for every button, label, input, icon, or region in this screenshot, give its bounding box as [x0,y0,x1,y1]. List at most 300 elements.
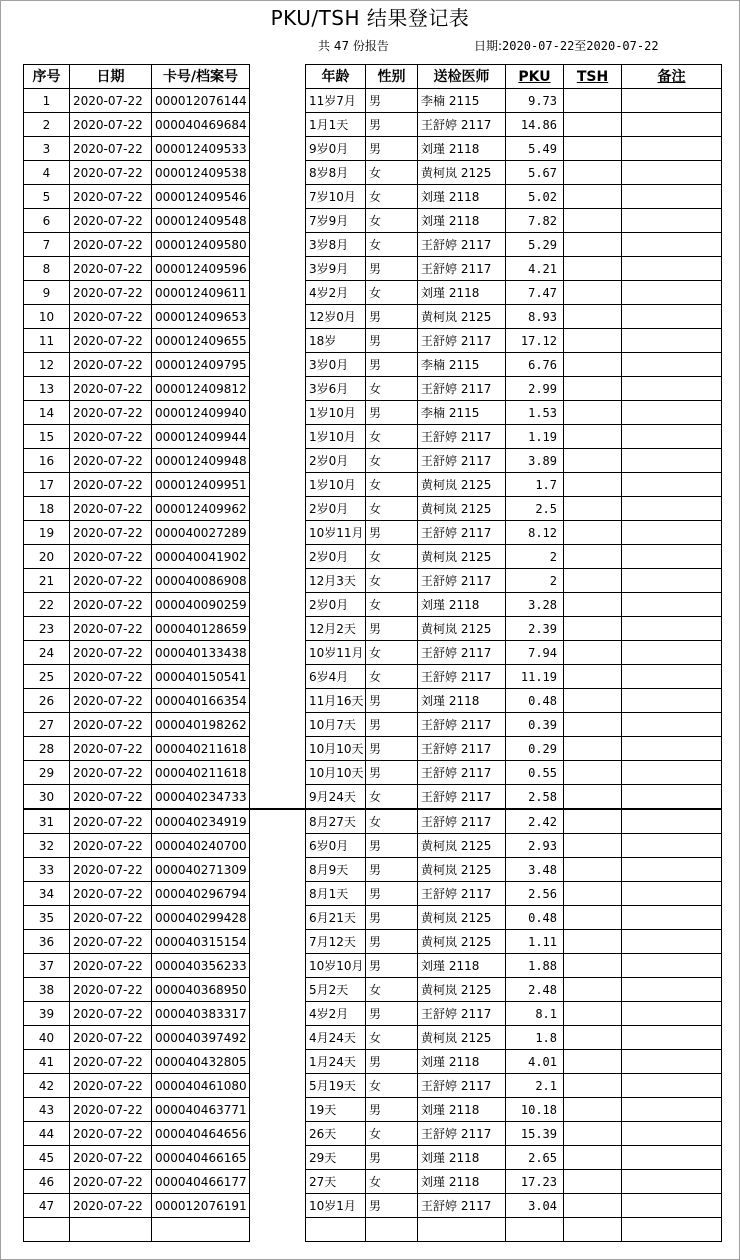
pku-cell: 0.39 [506,713,564,737]
note-cell [622,713,722,737]
header-date [70,65,152,89]
date-cell: 2020-07-22 [70,1146,152,1170]
note-cell [622,233,722,257]
card-cell: 000040356233 [152,954,250,978]
age-cell: 26天 [306,1122,366,1146]
table-row [24,497,722,521]
tsh-cell [564,930,622,954]
date-cell: 2020-07-22 [70,858,152,882]
tsh-cell [564,1218,622,1242]
sex-cell: 女 [366,665,418,689]
date-cell: 2020-07-22 [70,473,152,497]
seq-cell: 26 [24,689,70,713]
age-cell: 5月2天 [306,978,366,1002]
seq-cell: 19 [24,521,70,545]
card-cell: 000040466177 [152,1170,250,1194]
date-cell: 2020-07-22 [70,89,152,113]
tsh-cell [564,1074,622,1098]
doctor-cell: 刘瑾 2118 [418,1146,506,1170]
table-row [24,1218,722,1242]
table-row [24,978,722,1002]
date-cell: 2020-07-22 [70,425,152,449]
sex-cell: 男 [366,1098,418,1122]
blank-cell [250,1026,306,1050]
seq-cell: 36 [24,930,70,954]
seq-cell: 23 [24,617,70,641]
date-cell: 2020-07-22 [70,761,152,785]
card-cell: 000040299428 [152,906,250,930]
seq-cell: 6 [24,209,70,233]
tsh-cell [564,641,622,665]
sex-cell: 女 [366,809,418,834]
tsh-cell [564,761,622,785]
seq-cell: 28 [24,737,70,761]
seq-cell: 29 [24,761,70,785]
seq-cell: 41 [24,1050,70,1074]
sex-cell: 男 [366,353,418,377]
date-cell: 2020-07-22 [70,809,152,834]
card-cell: 000012409548 [152,209,250,233]
sex-cell: 男 [366,401,418,425]
date-cell: 2020-07-22 [70,233,152,257]
date-cell: 2020-07-22 [70,449,152,473]
age-cell: 3岁6月 [306,377,366,401]
sex-cell: 男 [366,761,418,785]
doctor-cell: 王舒婷 2117 [418,761,506,785]
age-cell: 10月7天 [306,713,366,737]
pku-cell: 2.39 [506,617,564,641]
table-row [24,1002,722,1026]
header-note-label: 备注 [657,68,686,85]
card-cell: 000012409944 [152,425,250,449]
doctor-cell: 刘瑾 2118 [418,1050,506,1074]
sex-cell: 女 [366,161,418,185]
table-row [24,401,722,425]
note-cell [622,185,722,209]
note-cell [622,954,722,978]
report-date-range [474,38,659,54]
header-age-label: 年龄 [321,68,350,85]
blank-cell [250,713,306,737]
blank-cell [250,137,306,161]
pku-cell: 17.23 [506,1170,564,1194]
blank-cell [250,834,306,858]
tsh-cell [564,353,622,377]
table-row [24,1050,722,1074]
age-cell: 10岁11月 [306,521,366,545]
blank-cell [250,425,306,449]
note-cell [622,1074,722,1098]
tsh-cell [564,89,622,113]
table-row [24,737,722,761]
date-range-value: 2020-07-22至2020-07-22 [502,39,659,53]
note-cell [622,209,722,233]
date-cell: 2020-07-22 [70,593,152,617]
seq-cell [24,1218,70,1242]
doctor-cell: 王舒婷 2117 [418,1122,506,1146]
tsh-cell [564,1170,622,1194]
table-row [24,1146,722,1170]
pku-cell: 2.65 [506,1146,564,1170]
age-cell: 8月9天 [306,858,366,882]
header-pku-label: PKU [518,68,551,85]
date-cell: 2020-07-22 [70,930,152,954]
header-blank [250,65,306,89]
date-cell: 2020-07-22 [70,185,152,209]
note-cell [622,401,722,425]
table-row [24,1122,722,1146]
blank-cell [250,377,306,401]
doctor-cell: 刘瑾 2118 [418,185,506,209]
blank-cell [250,449,306,473]
sex-cell: 女 [366,545,418,569]
tsh-cell [564,137,622,161]
doctor-cell: 刘瑾 2118 [418,1170,506,1194]
pku-cell: 17.12 [506,329,564,353]
sex-cell: 男 [366,137,418,161]
age-cell: 2岁0月 [306,449,366,473]
doctor-cell: 王舒婷 2117 [418,809,506,834]
blank-cell [250,329,306,353]
seq-cell: 22 [24,593,70,617]
doctor-cell: 王舒婷 2117 [418,665,506,689]
card-cell: 000040463771 [152,1098,250,1122]
date-cell: 2020-07-22 [70,713,152,737]
tsh-cell [564,473,622,497]
table-row [24,545,722,569]
tsh-cell [564,521,622,545]
date-cell: 2020-07-22 [70,882,152,906]
date-cell: 2020-07-22 [70,353,152,377]
doctor-cell: 刘瑾 2118 [418,209,506,233]
note-cell [622,882,722,906]
tsh-cell [564,497,622,521]
sex-cell: 男 [366,113,418,137]
date-cell: 2020-07-22 [70,1170,152,1194]
age-cell: 1月24天 [306,1050,366,1074]
table-row [24,906,722,930]
table-row [24,617,722,641]
age-cell: 1岁10月 [306,401,366,425]
card-cell: 000012409951 [152,473,250,497]
report-count: 共 47 份报告 [318,39,389,53]
doctor-cell: 黄柯岚 2125 [418,858,506,882]
note-cell [622,497,722,521]
seq-cell: 14 [24,401,70,425]
pku-cell: 8.93 [506,305,564,329]
sex-cell: 女 [366,209,418,233]
doctor-cell: 黄柯岚 2125 [418,305,506,329]
note-cell [622,858,722,882]
card-cell: 000040368950 [152,978,250,1002]
date-cell: 2020-07-22 [70,785,152,810]
blank-cell [250,569,306,593]
age-cell: 8岁8月 [306,161,366,185]
seq-cell: 33 [24,858,70,882]
card-cell: 000040234733 [152,785,250,810]
sex-cell: 男 [366,954,418,978]
pku-cell: 14.86 [506,113,564,137]
pku-cell [506,1218,564,1242]
doctor-cell: 王舒婷 2117 [418,113,506,137]
pku-cell: 1.11 [506,930,564,954]
blank-cell [250,545,306,569]
date-cell: 2020-07-22 [70,1050,152,1074]
age-cell: 7岁10月 [306,185,366,209]
sex-cell: 女 [366,641,418,665]
seq-cell: 13 [24,377,70,401]
note-cell [622,641,722,665]
doctor-cell: 王舒婷 2117 [418,233,506,257]
age-cell: 29天 [306,1146,366,1170]
sex-cell: 男 [366,1050,418,1074]
tsh-cell [564,978,622,1002]
doctor-cell: 黄柯岚 2125 [418,473,506,497]
note-cell [622,1026,722,1050]
age-cell: 3岁9月 [306,257,366,281]
seq-cell: 3 [24,137,70,161]
blank-cell [250,209,306,233]
card-cell: 000040211618 [152,737,250,761]
seq-cell: 18 [24,497,70,521]
date-cell: 2020-07-22 [70,281,152,305]
table-row [24,329,722,353]
table-row [24,473,722,497]
pku-cell: 5.49 [506,137,564,161]
age-cell: 10岁1月 [306,1194,366,1218]
date-cell: 2020-07-22 [70,906,152,930]
blank-cell [250,185,306,209]
card-cell: 000012409962 [152,497,250,521]
card-cell: 000012076191 [152,1194,250,1218]
doctor-cell: 王舒婷 2117 [418,713,506,737]
pku-cell: 5.02 [506,185,564,209]
age-cell: 11岁7月 [306,89,366,113]
age-cell: 12月2天 [306,617,366,641]
age-cell: 27天 [306,1170,366,1194]
note-cell [622,329,722,353]
seq-cell: 44 [24,1122,70,1146]
date-cell: 2020-07-22 [70,329,152,353]
note-cell [622,281,722,305]
blank-cell [250,882,306,906]
note-cell [622,593,722,617]
blank-cell [250,473,306,497]
card-cell: 000040397492 [152,1026,250,1050]
note-cell [622,1146,722,1170]
table-row [24,377,722,401]
doctor-cell: 王舒婷 2117 [418,257,506,281]
seq-cell: 12 [24,353,70,377]
card-cell: 000040086908 [152,569,250,593]
blank-cell [250,89,306,113]
date-cell: 2020-07-22 [70,1098,152,1122]
blank-cell [250,233,306,257]
table-row [24,137,722,161]
age-cell: 10月10天 [306,761,366,785]
header-tsh [564,65,622,89]
date-cell: 2020-07-22 [70,689,152,713]
seq-cell: 9 [24,281,70,305]
sex-cell: 女 [366,473,418,497]
tsh-cell [564,785,622,810]
age-cell: 10月10天 [306,737,366,761]
seq-cell: 1 [24,89,70,113]
tsh-cell [564,305,622,329]
card-cell: 000012409596 [152,257,250,281]
tsh-cell [564,281,622,305]
age-cell: 12岁0月 [306,305,366,329]
blank-cell [250,785,306,810]
pku-cell: 1.53 [506,401,564,425]
pku-cell: 2.48 [506,978,564,1002]
note-cell [622,377,722,401]
sex-cell: 女 [366,978,418,1002]
card-cell: 000040041902 [152,545,250,569]
header-seq [24,65,70,89]
results-table [23,64,722,1242]
age-cell: 3岁0月 [306,353,366,377]
date-cell: 2020-07-22 [70,545,152,569]
pku-cell: 11.19 [506,665,564,689]
card-cell: 000012409812 [152,377,250,401]
header-pku [506,65,564,89]
age-cell: 10岁11月 [306,641,366,665]
sex-cell: 女 [366,569,418,593]
sex-cell: 男 [366,834,418,858]
seq-cell: 25 [24,665,70,689]
seq-cell: 38 [24,978,70,1002]
age-cell: 2岁0月 [306,593,366,617]
note-cell [622,785,722,810]
doctor-cell [418,1218,506,1242]
tsh-cell [564,737,622,761]
blank-cell [250,906,306,930]
date-cell: 2020-07-22 [70,137,152,161]
seq-cell: 4 [24,161,70,185]
sex-cell: 男 [366,1194,418,1218]
tsh-cell [564,593,622,617]
tsh-cell [564,329,622,353]
date-cell: 2020-07-22 [70,978,152,1002]
header-tsh-label: TSH [576,68,609,85]
doctor-cell: 刘瑾 2118 [418,281,506,305]
seq-cell: 39 [24,1002,70,1026]
table-row [24,569,722,593]
note-cell [622,161,722,185]
age-cell: 8月27天 [306,809,366,834]
blank-cell [250,281,306,305]
doctor-cell: 王舒婷 2117 [418,521,506,545]
card-cell: 000040296794 [152,882,250,906]
seq-cell: 47 [24,1194,70,1218]
pku-cell: 1.7 [506,473,564,497]
table-row [24,858,722,882]
note-cell [622,809,722,834]
note-cell [622,761,722,785]
table-row [24,689,722,713]
tsh-cell [564,569,622,593]
age-cell: 5月19天 [306,1074,366,1098]
age-cell: 19天 [306,1098,366,1122]
table-row [24,1074,722,1098]
age-cell: 4岁2月 [306,1002,366,1026]
age-cell: 1月1天 [306,113,366,137]
tsh-cell [564,834,622,858]
table-row [24,353,722,377]
card-cell: 000012409948 [152,449,250,473]
tsh-cell [564,858,622,882]
blank-cell [250,401,306,425]
card-cell: 000040166354 [152,689,250,713]
sex-cell: 男 [366,89,418,113]
table-row [24,954,722,978]
doctor-cell: 王舒婷 2117 [418,329,506,353]
card-cell: 000040240700 [152,834,250,858]
note-cell [622,305,722,329]
note-cell [622,257,722,281]
sex-cell: 男 [366,737,418,761]
sex-cell: 男 [366,906,418,930]
card-cell: 000012409546 [152,185,250,209]
doctor-cell: 李楠 2115 [418,353,506,377]
card-cell: 000012409653 [152,305,250,329]
card-cell: 000040461080 [152,1074,250,1098]
header-doctor [418,65,506,89]
seq-cell: 46 [24,1170,70,1194]
header-doctor-label: 送检医师 [433,68,490,85]
blank-cell [250,809,306,834]
tsh-cell [564,209,622,233]
sex-cell: 男 [366,521,418,545]
age-cell: 12月3天 [306,569,366,593]
sex-cell: 女 [366,281,418,305]
table-row [24,665,722,689]
pku-cell: 15.39 [506,1122,564,1146]
sex-cell: 女 [366,497,418,521]
blank-cell [250,641,306,665]
table-row [24,1098,722,1122]
seq-cell: 15 [24,425,70,449]
pku-cell: 2 [506,569,564,593]
header-age [306,65,366,89]
tsh-cell [564,882,622,906]
doctor-cell: 刘瑾 2118 [418,689,506,713]
date-cell: 2020-07-22 [70,1026,152,1050]
seq-cell: 2 [24,113,70,137]
card-cell [152,1218,250,1242]
card-cell: 000040464656 [152,1122,250,1146]
table-row [24,1026,722,1050]
age-cell: 1岁10月 [306,425,366,449]
date-label: 日期: [474,39,503,53]
doctor-cell: 王舒婷 2117 [418,1002,506,1026]
doctor-cell: 黄柯岚 2125 [418,978,506,1002]
pku-cell: 2.99 [506,377,564,401]
tsh-cell [564,425,622,449]
card-cell: 000040150541 [152,665,250,689]
blank-cell [250,1170,306,1194]
date-cell: 2020-07-22 [70,497,152,521]
pku-cell: 4.01 [506,1050,564,1074]
doctor-cell: 王舒婷 2117 [418,1194,506,1218]
pku-cell: 2.5 [506,497,564,521]
age-cell: 18岁 [306,329,366,353]
age-cell: 6岁4月 [306,665,366,689]
sex-cell: 女 [366,1074,418,1098]
doctor-cell: 王舒婷 2117 [418,569,506,593]
card-cell: 000012409940 [152,401,250,425]
